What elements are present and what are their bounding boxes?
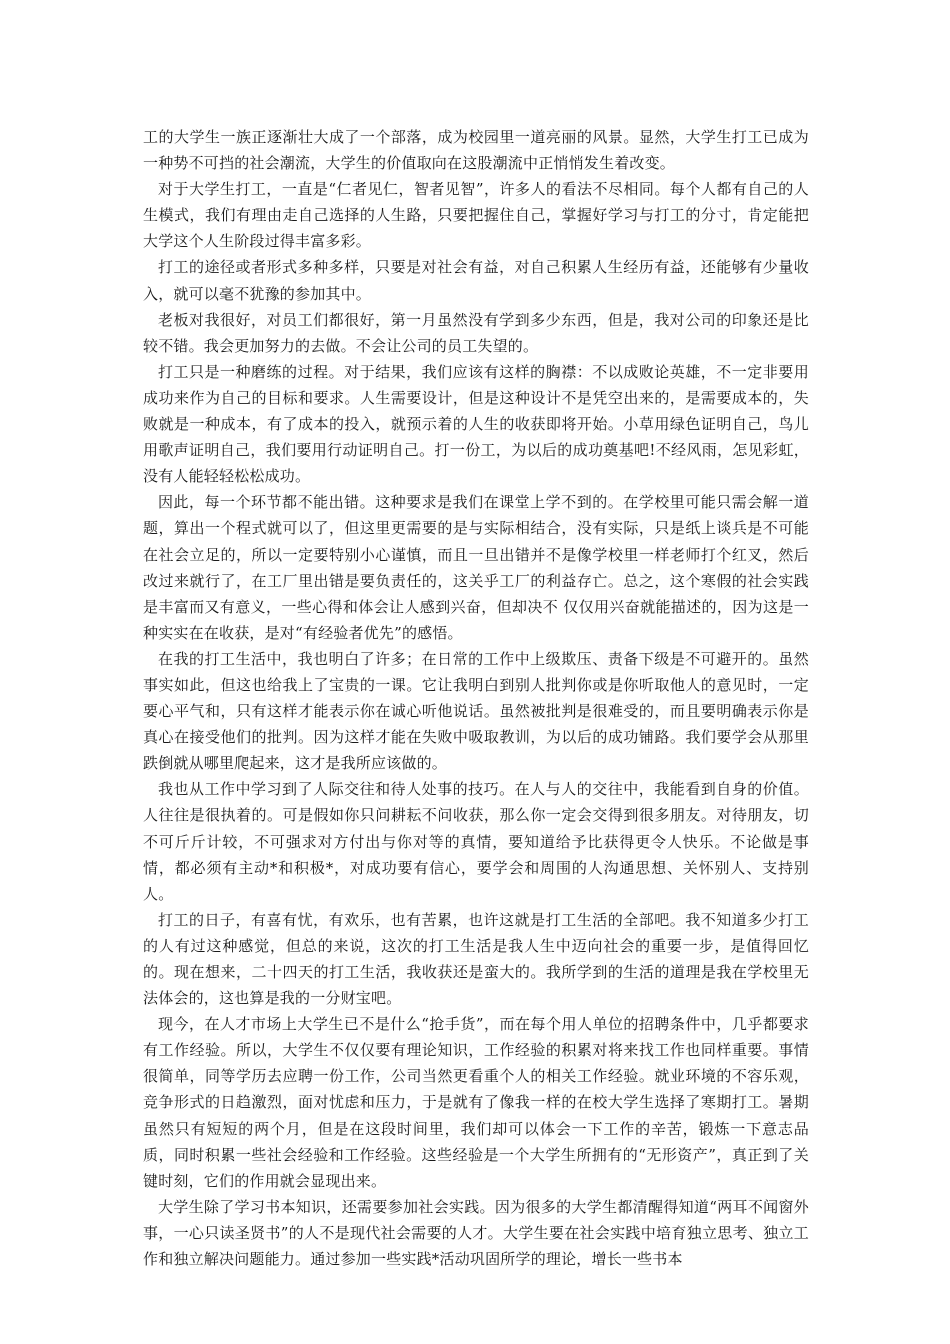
paragraph-3: 打工的途径或者形式多种多样，只要是对社会有益，对自己积累人生经历有益，还能够有少量收入，就可以毫不犹豫的参加其中。 (143, 258, 809, 303)
paragraph-9: 打工的日子，有喜有忧，有欢乐，也有苦累，也许这就是打工生活的全部吧。我不知道多少打工的人有过这种感觉，但总的来说，这次的打工生活是我人生中迈向社会的重要一步，是值得回忆的。现在想来，二十四天的打工生活，我收获还是蛮大的。我所学到的生活的道理是我在学校里无法体会的，这也算是我的一分财宝吧。 (143, 910, 809, 1008)
paragraph-2: 对于大学生打工，一直是“仁者见仁，智者见智”，许多人的看法不尽相同。每个人都有自己的人生模式，我们有理由走自己选择的人生路，只要把握住自己，掌握好学习与打工的分寸，肯定能把大学这个人生阶段过得丰富多彩。 (143, 180, 809, 251)
document-body (143, 124, 809, 1272)
paragraph-7: 在我的打工生活中，我也明白了许多；在日常的工作中上级欺压、责备下级是不可避开的。虽然事实如此，但这也给我上了宝贵的一课。它让我明白到别人批判你或是你听取他人的意见时，一定要心平气和，只有这样才能表示你在诚心听他说话。虽然被批判是很难受的，而且要明确表示你是真心在接受他们的批判。因为这样才能在失败中吸取教训，为以后的成功铺路。我们要学会从那里跌倒就从哪里爬起来，这才是我所应该做的。 (143, 649, 809, 773)
paragraph-8: 我也从工作中学习到了人际交往和待人处事的技巧。在人与人的交往中，我能看到自身的价值。人往往是很执着的。可是假如你只问耕耘不问收获，那么你一定会交得到很多朋友。对待朋友，切不可斤斤计较，不可强求对方付出与你对等的真情，要知道给予比获得更令人快乐。不论做是事情，都必须有主动*和积极*，对成功要有信心，要学会和周围的人沟通思想、关怀别人、支持别人。 (143, 780, 809, 903)
paragraph-6: 因此，每一个环节都不能出错。这种要求是我们在课堂上学不到的。在学校里可能只需会解一道题，算出一个程式就可以了，但这里更需要的是与实际相结合，没有实际，只是纸上谈兵是不可能在社会立足的，所以一定要特别小心谨慎，而且一旦出错并不是像学校里一样老师打个红叉，然后改过来就行了，在工厂里出错是要负责任的，这关乎工厂的利益存亡。总之，这个寒假的社会实践是丰富而又有意义，一些心得和体会让人感到兴奋，但却决不 仅仅用兴奋就能描述的，因为这是一种实实在在收获，是对“有经验者优先”的感悟。 (143, 493, 809, 642)
paragraph-1: 工的大学生一族正逐渐壮大成了一个部落，成为校园里一道亮丽的风景。显然，大学生打工已成为一种势不可挡的社会潮流，大学生的价值取向在这股潮流中正悄悄发生着改变。 (143, 128, 809, 173)
paragraph-4: 老板对我很好，对员工们都很好，第一月虽然没有学到多少东西，但是，我对公司的印象还是比较不错。我会更加努力的去做。不会让公司的员工失望的。 (143, 310, 809, 355)
paragraph-5: 打工只是一种磨练的过程。对于结果，我们应该有这样的胸襟：不以成败论英雄，不一定非要用成功来作为自己的目标和要求。人生需要设计，但是这种设计不是凭空出来的，是需要成本的，失败就是一种成本，有了成本的投入，就预示着的人生的收获即将开始。小草用绿色证明自己，鸟儿用歌声证明自己，我们要用行动证明自己。打一份工，为以后的成功奠基吧!不经风雨，怎见彩虹，没有人能轻轻松松成功。 (143, 362, 809, 486)
paragraph-11: 大学生除了学习书本知识，还需要参加社会实践。因为很多的大学生都清醒得知道“两耳不闻窗外事，一心只读圣贤书”的人不是现代社会需要的人才。大学生要在社会实践中培育独立思考、独立工作和独立解决问题能力。通过参加一些实践*活动巩固所学的理论，增长一些书本 (143, 1197, 809, 1269)
paragraph-10: 现今，在人才市场上大学生已不是什么“抢手货”，而在每个用人单位的招聘条件中，几乎都要求有工作经验。所以，大学生不仅仅要有理论知识，工作经验的积累对将来找工作也同样重要。事情很简单，同等学历去应聘一份工作，公司当然更看重个人的相关工作经验。就业环境的不容乐观，竞争形式的日趋激烈，面对忧虑和压力，于是就有了像我一样的在校大学生选择了寒期打工。暑期虽然只有短短的两个月，但是在这段时间里，我们却可以体会一下工作的辛苦，锻炼一下意志品质，同时积累一些社会经验和工作经验。这些经验是一个大学生所拥有的“无形资产”，真正到了关键时刻，它们的作用就会显现出来。 (143, 1015, 809, 1190)
